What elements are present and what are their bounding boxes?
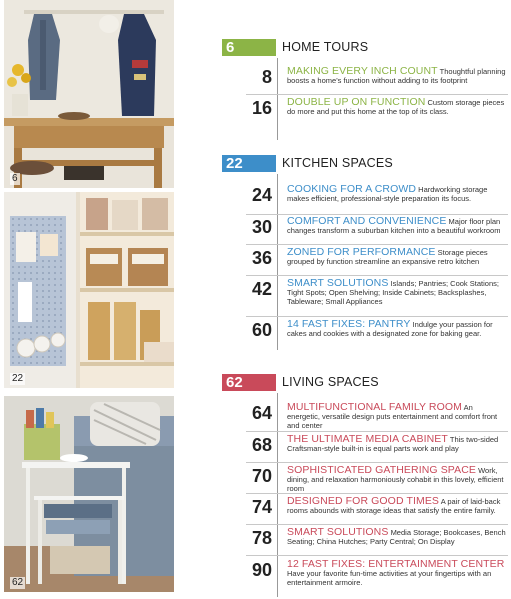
toc-entry[interactable] — [240, 320, 508, 348]
living-room-photo — [4, 396, 174, 592]
section-title: LIVING SPACES — [282, 375, 379, 389]
entry-page-number: 16 — [251, 98, 272, 118]
entry-page-number: 24 — [251, 185, 272, 205]
entry-separator — [246, 244, 508, 245]
toc-entry[interactable] — [240, 279, 508, 317]
entry-page-number: 42 — [251, 279, 272, 299]
entry-title: COOKING FOR A CROWD — [287, 183, 417, 195]
toc-entry[interactable] — [240, 248, 508, 276]
entry-title: ZONED FOR PERFORMANCE — [287, 246, 436, 258]
entry-description: Custom storage pieces do more and put this home at the top of its class. — [287, 98, 505, 116]
section-number: 22 — [222, 155, 276, 172]
entry-description: Have your favorite fun-time activities at your fingertips with an entertainment armoire. — [287, 569, 492, 587]
entry-page-number: 36 — [251, 248, 272, 268]
entry-description: An energetic, versatile design puts entertainment and comfort front and center — [287, 403, 498, 430]
entry-description: Islands; Pantries; Cook Stations; Tight Spots; Open Shelving; Inside Cabinets; Backsplashes, Tableware; Small Appliances — [287, 279, 499, 306]
entry-description: Thoughtful planning boosts a home's function without adding to its footprint — [287, 67, 506, 85]
entry-title: MAKING EVERY INCH COUNT — [287, 65, 438, 77]
toc-entry[interactable] — [240, 466, 508, 494]
entry-description: Hardworking storage makes efficient, professional-style preparation its focus. — [287, 185, 488, 203]
entry-description: Media Storage; Bookcases, Bench Seating; China Hutches; Party Central; On Display — [287, 528, 506, 546]
section-title: HOME TOURS — [282, 40, 369, 54]
section-living-spaces — [222, 374, 504, 391]
entry-description: This two-sided Craftsman-style built-in is equal parts work and play — [287, 435, 499, 453]
entry-separator — [246, 316, 508, 317]
entry-page-number: 90 — [251, 560, 272, 580]
toc-entry[interactable] — [240, 98, 508, 126]
entry-separator — [246, 555, 508, 556]
toc-entry[interactable] — [240, 185, 508, 215]
living-room-illustration — [4, 396, 174, 592]
entry-page-number: 74 — [251, 497, 272, 517]
entry-page-number: 60 — [251, 320, 272, 340]
entry-title: DESIGNED FOR GOOD TIMES — [287, 495, 440, 507]
entry-description: Major floor plan changes transform a suburban kitchen into a beautiful workroom — [287, 217, 501, 235]
entry-description: A pair of laid-back rooms abounds with storage ideas that satisfy the entire family. — [287, 497, 501, 515]
entry-page-number: 64 — [251, 403, 272, 423]
entry-page-number: 68 — [251, 435, 272, 455]
section-home-tours — [222, 39, 504, 56]
entry-title: SMART SOLUTIONS — [287, 526, 389, 538]
entry-page-number: 70 — [251, 466, 272, 486]
entry-description: Work, dining, and relaxation harmoniously cohabit in this lovely, efficient room — [287, 466, 504, 493]
toc-entry[interactable] — [240, 217, 508, 245]
entry-separator — [246, 462, 508, 463]
entry-page-number: 78 — [251, 528, 272, 548]
toc-entry[interactable] — [240, 403, 508, 432]
entryway-illustration — [4, 0, 174, 188]
entry-title: DOUBLE UP ON FUNCTION — [287, 96, 426, 108]
section-number: 62 — [222, 374, 276, 391]
photo-page-number: 22 — [12, 373, 24, 384]
entry-title: 12 FAST FIXES: ENTERTAINMENT CENTER — [287, 558, 505, 570]
entry-title: SMART SOLUTIONS — [287, 277, 389, 289]
pantry-photo — [4, 192, 174, 388]
entry-separator — [246, 94, 508, 95]
entry-separator — [246, 493, 508, 494]
toc-entry[interactable] — [240, 67, 508, 95]
entry-separator — [246, 431, 508, 432]
entry-title: MULTIFUNCTIONAL FAMILY ROOM — [287, 401, 462, 413]
entry-title: 14 FAST FIXES: PANTRY — [287, 318, 411, 330]
entry-title: COMFORT AND CONVENIENCE — [287, 215, 447, 227]
section-title: KITCHEN SPACES — [282, 156, 393, 170]
toc-entry[interactable] — [240, 435, 508, 463]
entry-separator — [246, 524, 508, 525]
entry-description: Storage pieces grouped by function streamline an expansive retro kitchen — [287, 248, 488, 266]
toc-entry[interactable] — [240, 497, 508, 525]
pantry-illustration — [4, 192, 174, 388]
photo-page-number: 62 — [12, 577, 24, 588]
entry-title: THE ULTIMATE MEDIA CABINET — [287, 433, 448, 445]
entryway-photo — [4, 0, 174, 188]
toc-entry[interactable] — [240, 528, 508, 556]
entry-page-number: 30 — [251, 217, 272, 237]
entry-page-number: 8 — [261, 67, 272, 87]
section-number: 6 — [222, 39, 276, 56]
entry-separator — [246, 275, 508, 276]
photo-page-number: 6 — [12, 173, 18, 184]
entry-title: SOPHISTICATED GATHERING SPACE — [287, 464, 477, 476]
section-kitchen-spaces — [222, 155, 504, 172]
toc-entry[interactable] — [240, 560, 508, 590]
entry-description: Indulge your passion for cakes and cookies with a designated zone for baking gear. — [287, 320, 493, 338]
